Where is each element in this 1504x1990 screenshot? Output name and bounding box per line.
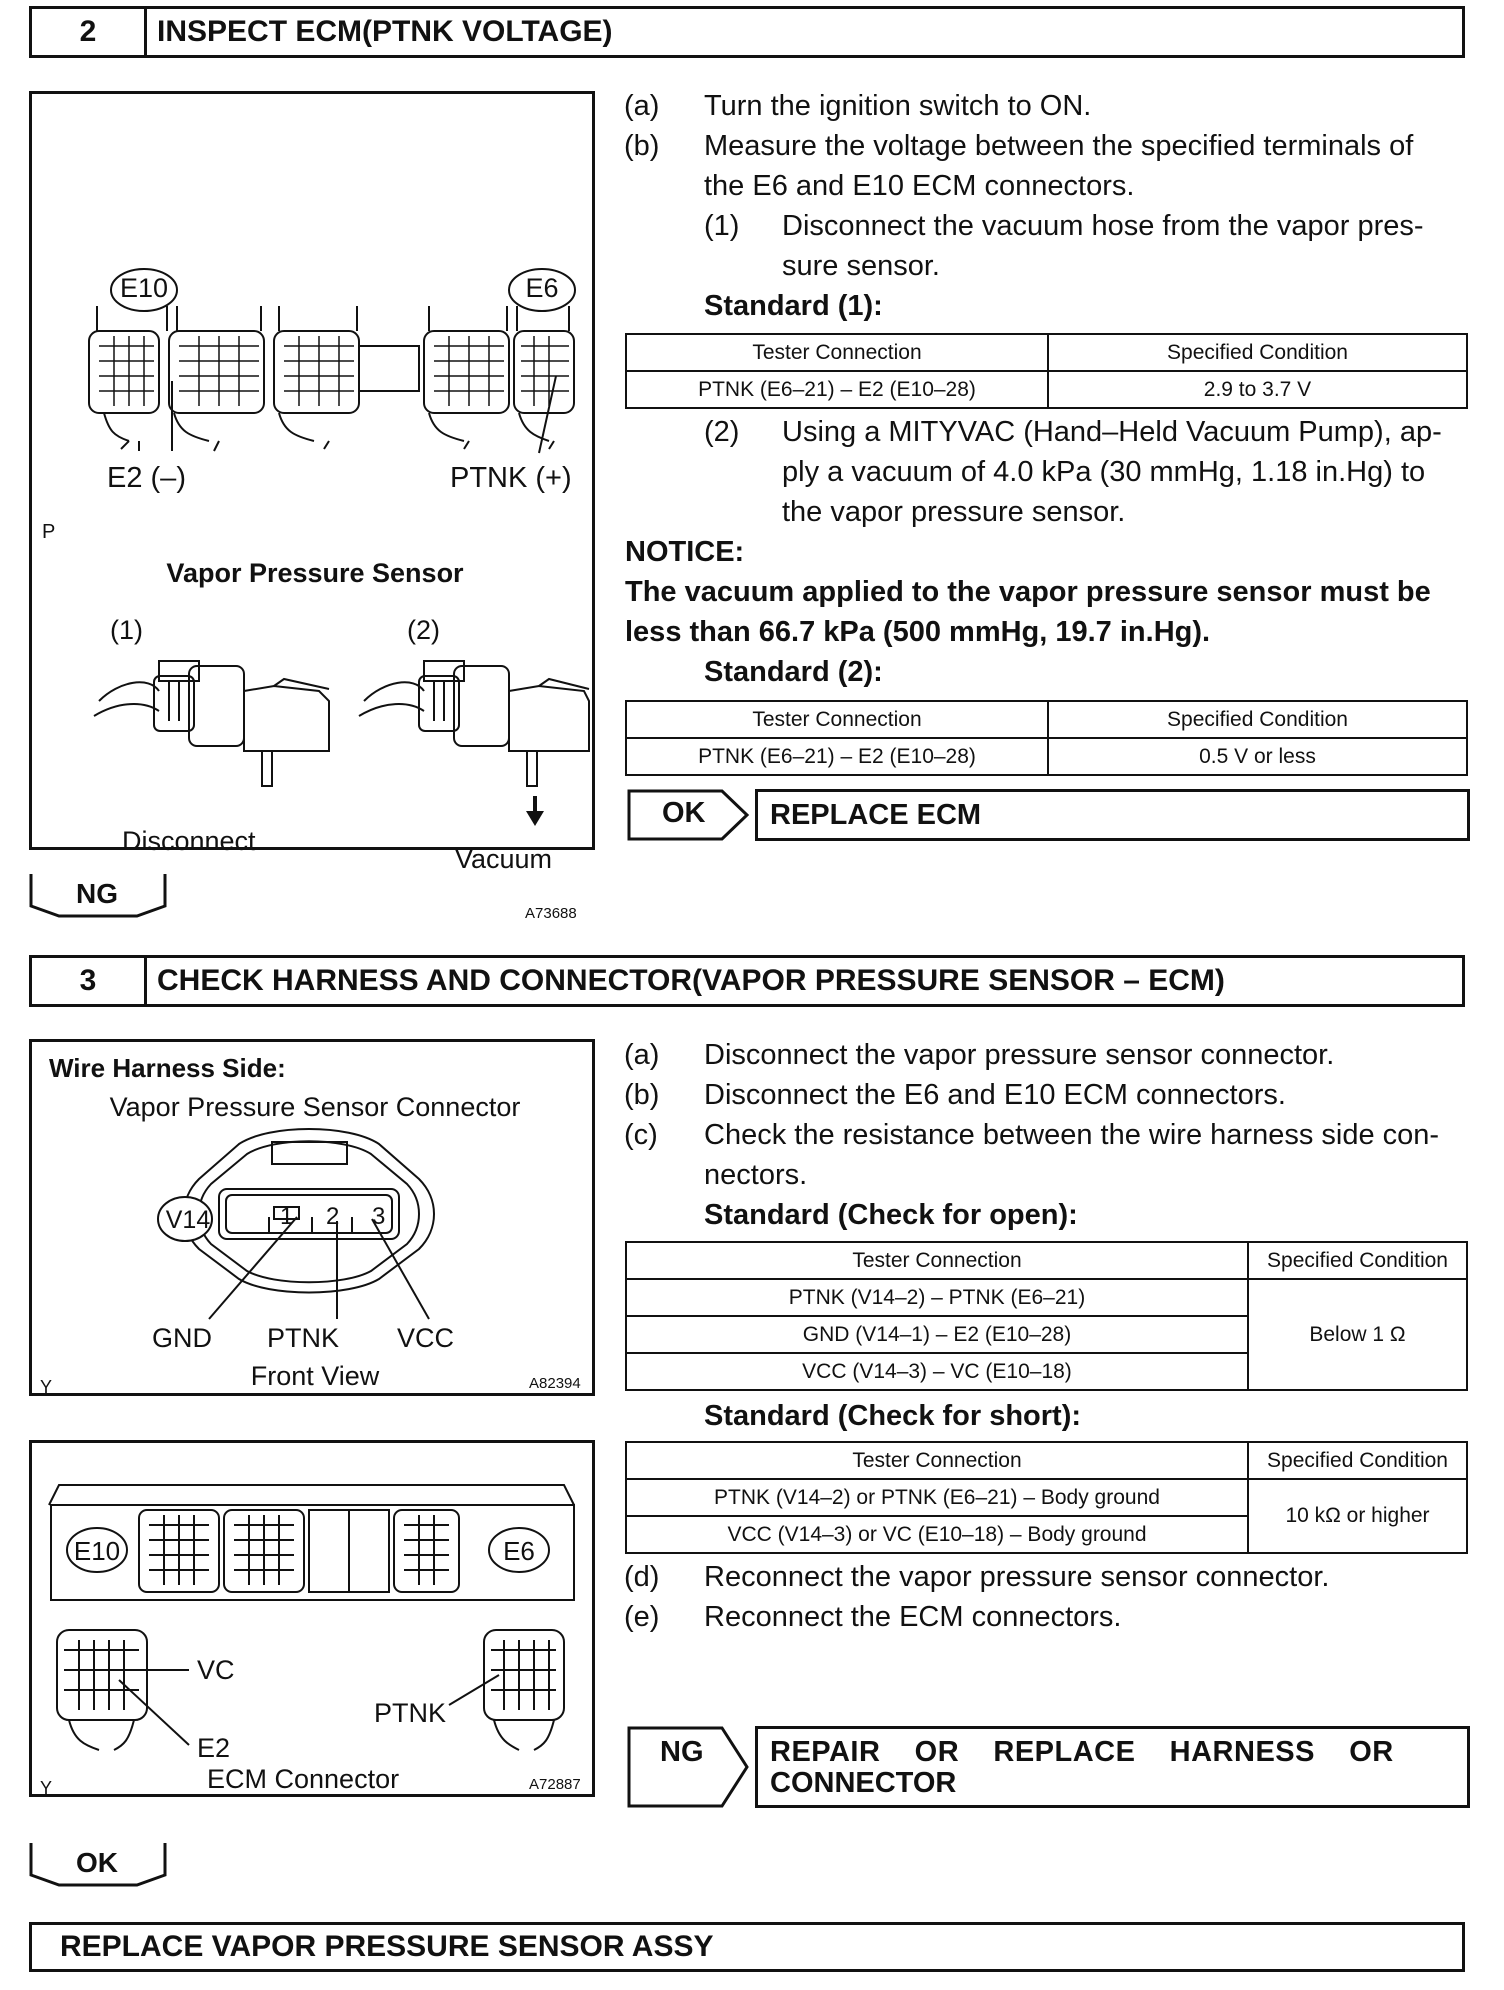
ng-result-text-2: CONNECTOR	[770, 1767, 957, 1799]
step-e-marker: (e)	[624, 1601, 660, 1633]
e10-label: E10	[73, 1536, 121, 1566]
table-cell: 0.5 V or less	[1048, 738, 1467, 775]
step-d-text: Reconnect the vapor pressure sensor connector.	[704, 1561, 1330, 1593]
standard-short-label: Standard (Check for short):	[704, 1400, 1082, 1432]
table-cell: 2.9 to 3.7 V	[1048, 371, 1467, 408]
sensor-title: Vapor Pressure Sensor	[166, 558, 464, 588]
v14-label: V14	[165, 1206, 211, 1234]
ng-tab	[29, 872, 165, 916]
step-c-text-2: nectors.	[704, 1159, 808, 1191]
y-mark: Y	[40, 1778, 53, 1798]
step-number: 2	[32, 9, 147, 55]
ptnk-label: PTNK	[267, 1323, 340, 1353]
substep-1-text: Disconnect the vacuum hose from the vapor pres-	[782, 210, 1424, 242]
ok-result-row	[627, 789, 1470, 841]
picture-2-label: (2)	[407, 615, 440, 645]
step-b-marker: (b)	[624, 130, 660, 162]
table-header: Tester Connection	[626, 1242, 1248, 1279]
ecm-connector-caption: ECM Connector	[207, 1764, 400, 1794]
notice-text: The vacuum applied to the vapor pressure sensor must be	[625, 576, 1431, 608]
pin-2-label: 2	[326, 1203, 340, 1230]
ptnk-label: PTNK	[374, 1698, 447, 1728]
picture-1-label: (1)	[110, 615, 143, 645]
substep-2-marker: (2)	[704, 416, 740, 448]
notice-text-2: less than 66.7 kPa (500 mmHg, 19.7 in.Hg).	[625, 616, 1211, 648]
table-cell: PTNK (V14–2) – PTNK (E6–21)	[626, 1279, 1248, 1316]
wire-harness-side-label: Wire Harness Side:	[49, 1053, 286, 1083]
table-cell: VCC (V14–3) or VC (E10–18) – Body ground	[626, 1516, 1248, 1553]
table-header: Tester Connection	[626, 334, 1048, 371]
p-mark: P	[42, 521, 56, 543]
front-view-label: Front View	[250, 1361, 380, 1391]
step-a-text: Disconnect the vapor pressure sensor connector.	[704, 1039, 1335, 1071]
e6-label: E6	[503, 1536, 535, 1566]
table-cell: GND (V14–1) – E2 (E10–28)	[626, 1316, 1248, 1353]
ok-tab	[29, 1841, 165, 1885]
step-c-text: Check the resistance between the wire harness side con-	[704, 1119, 1440, 1151]
ok-result-box	[755, 789, 1470, 841]
final-step-title: REPLACE VAPOR PRESSURE SENSOR ASSY	[60, 1930, 714, 1963]
table-cell: Below 1 Ω	[1248, 1279, 1467, 1390]
vacuum-label: Vacuum	[455, 844, 553, 874]
substep-1-marker: (1)	[704, 210, 740, 242]
step-number: 3	[32, 958, 147, 1004]
table-header: Specified Condition	[1048, 701, 1467, 738]
ng-result-row	[627, 1726, 1470, 1808]
ok-result-text: REPLACE ECM	[770, 799, 982, 831]
standard-1-table	[625, 333, 1468, 409]
step-title: CHECK HARNESS AND CONNECTOR(VAPOR PRESSURE SENSOR – ECM)	[157, 964, 1225, 997]
substep-1-text-2: sure sensor.	[782, 250, 940, 282]
standard-2-table	[625, 700, 1468, 776]
table-header: Tester Connection	[626, 1442, 1248, 1479]
step-d-marker: (d)	[624, 1561, 660, 1593]
table-header: Specified Condition	[1248, 1442, 1467, 1479]
ok-label: OK	[76, 1847, 118, 1878]
ng-result-box	[755, 1726, 1470, 1808]
step-a-marker: (a)	[624, 90, 660, 122]
table-cell: VCC (V14–3) – VC (E10–18)	[626, 1353, 1248, 1390]
step-3-header	[29, 955, 1465, 1007]
table-cell: 10 kΩ or higher	[1248, 1479, 1467, 1553]
table-cell: PTNK (E6–21) – E2 (E10–28)	[626, 371, 1048, 408]
standard-1-label: Standard (1):	[704, 290, 883, 322]
step-b-text: Disconnect the E6 and E10 ECM connectors.	[704, 1079, 1286, 1111]
figure-code: A72887	[529, 1776, 581, 1793]
step-a-marker: (a)	[624, 1039, 660, 1071]
table-header: Tester Connection	[626, 701, 1048, 738]
standard-2-label: Standard (2):	[704, 656, 883, 688]
e2-label: E2	[197, 1733, 231, 1763]
final-step-box	[29, 1922, 1465, 1972]
ptnk-terminal-label: PTNK (+)	[450, 462, 572, 494]
figure-code: A82394	[529, 1375, 581, 1392]
ecm-connector-illustration	[29, 1440, 595, 1797]
connector-title: Vapor Pressure Sensor Connector	[109, 1092, 521, 1122]
ok-label: OK	[662, 797, 706, 829]
table-header: Specified Condition	[1248, 1242, 1467, 1279]
disconnect-label: Disconnect	[122, 826, 256, 856]
standard-open-label: Standard (Check for open):	[704, 1199, 1078, 1231]
sensor-connector-figure	[29, 1039, 595, 1396]
step-e-text: Reconnect the ECM connectors.	[704, 1601, 1122, 1633]
figure-code: A73688	[525, 905, 577, 922]
notice-label: NOTICE:	[625, 536, 745, 568]
y-mark: Y	[40, 1377, 53, 1397]
substep-2-text: Using a MITYVAC (Hand–Held Vacuum Pump), ap-	[782, 416, 1442, 448]
ng-label: NG	[76, 878, 118, 909]
table-cell: PTNK (E6–21) – E2 (E10–28)	[626, 738, 1048, 775]
short-check-table	[625, 1441, 1468, 1554]
pin-1-label: 1	[280, 1203, 294, 1230]
ng-result-text: REPAIR OR REPLACE HARNESS OR	[770, 1736, 1394, 1768]
step-a-text: Turn the ignition switch to ON.	[704, 90, 1092, 122]
step-b-text: Measure the voltage between the specified terminals of	[704, 130, 1414, 162]
step-b-marker: (b)	[624, 1079, 660, 1111]
step-c-marker: (c)	[624, 1119, 658, 1151]
substep-2-text-2: ply a vacuum of 4.0 kPa (30 mmHg, 1.18 in.Hg) to	[782, 456, 1426, 488]
ng-label: NG	[660, 1736, 704, 1768]
step-b-text-2: the E6 and E10 ECM connectors.	[704, 170, 1135, 202]
e10-label: E10	[119, 273, 169, 303]
e2-terminal-label: E2 (–)	[107, 462, 186, 494]
table-header: Specified Condition	[1048, 334, 1467, 371]
table-cell: PTNK (V14–2) or PTNK (E6–21) – Body ground	[626, 1479, 1248, 1516]
ecm-connector-figure	[29, 1440, 595, 1797]
vcc-label: VCC	[397, 1323, 455, 1353]
substep-2-text-3: the vapor pressure sensor.	[782, 496, 1126, 528]
open-check-table	[625, 1241, 1468, 1391]
vc-label: VC	[197, 1655, 235, 1685]
e6-label: E6	[525, 273, 559, 303]
gnd-label: GND	[152, 1323, 212, 1353]
pin-3-label: 3	[372, 1203, 386, 1230]
step-2-header	[29, 6, 1465, 58]
step-title: INSPECT ECM(PTNK VOLTAGE)	[157, 15, 613, 48]
